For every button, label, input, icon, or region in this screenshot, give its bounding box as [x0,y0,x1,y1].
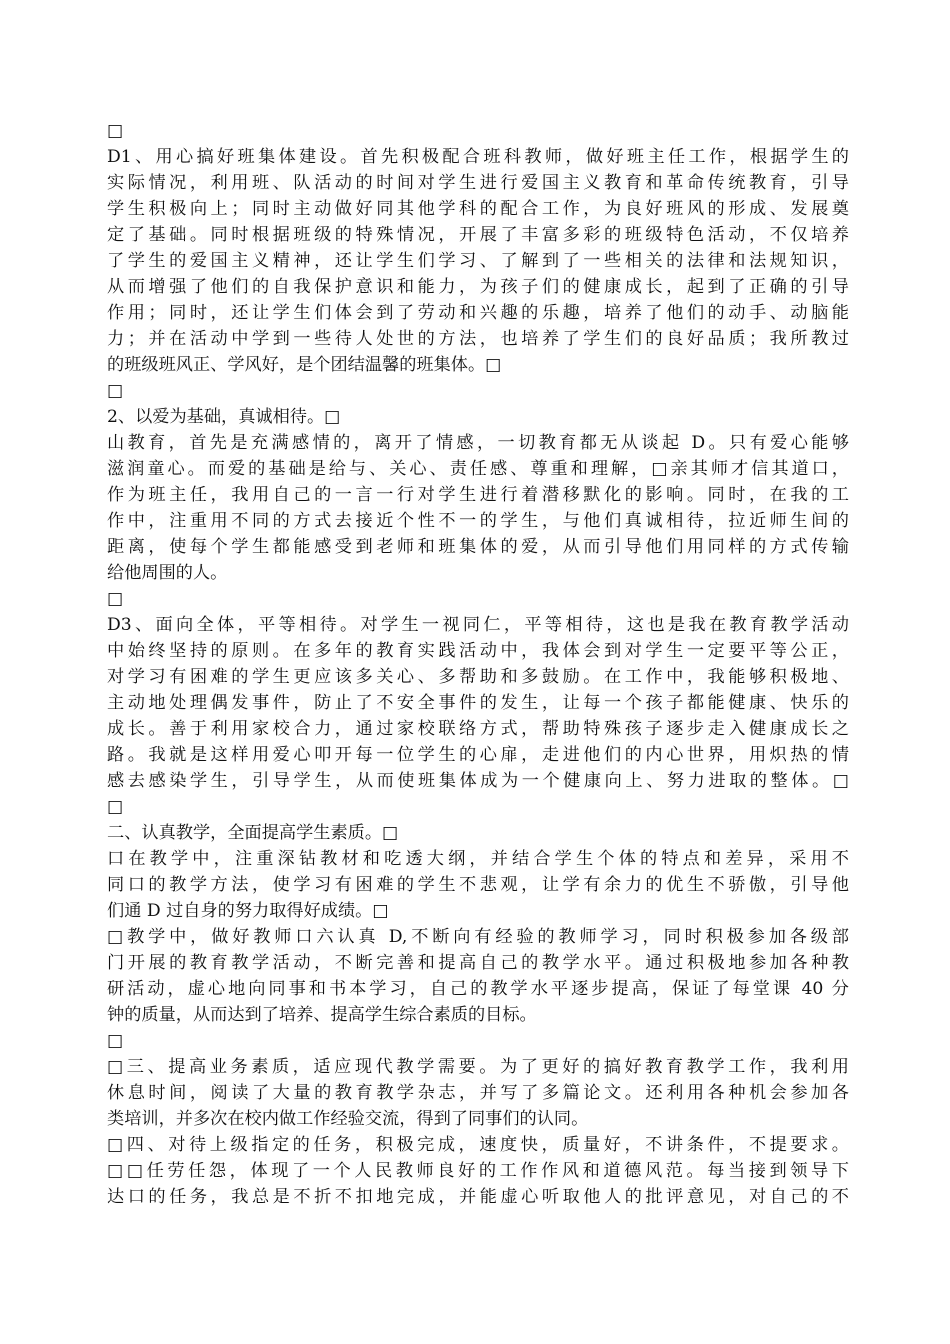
text-line: 们通 D 过自身的努力取得好成绩。□ [107,901,389,921]
text-line: □ [107,381,124,401]
text-line: 休息时间，阅读了大量的教育教学杂志，并写了多篇论文。还利用各种机会参加各 [107,1083,849,1103]
text-line: 二、认真教学，全面提高学生素质。□ [107,823,399,843]
text-line: D1、用心搞好班集体建设。首先积极配合班科教师，做好班主任工作，根据学生的 [107,147,849,167]
text-line: 的班级班风正、学风好，是个团结温馨的班集体。□ [107,355,502,375]
text-line: 定了基础。同时根据班级的特殊情况，开展了丰富多彩的班级特色活动，不仅培养 [107,225,849,245]
text-line: 作用；同时，还让学生们体会到了劳动和兴趣的乐趣，培养了他们的动手、动脑能 [107,303,849,323]
text-line: 学生积极向上；同时主动做好同其他学科的配合工作，为良好班风的形成、发展奠 [107,199,849,219]
text-line: 实际情况，利用班、队活动的时间对学生进行爱国主义教育和革命传统教育，引导 [107,173,849,193]
text-line: 路。我就是这样用爱心叩开每一位学生的心扉，走进他们的内心世界，用炽热的情 [107,745,849,765]
text-line: 中始终坚持的原则。在多年的教育实践活动中，我体会到对学生一定要平等公正， [107,641,849,661]
text-line: D3、面向全体，平等相待。对学生一视同仁，平等相待，这也是我在教育教学活动 [107,615,849,635]
text-line: 同口的教学方法，使学习有困难的学生不悲观，让学有余力的优生不骄傲，引导他 [107,875,849,895]
text-line: 从而增强了他们的自我保护意识和能力，为孩子们的健康成长，起到了正确的引导 [107,277,849,297]
text-line: 对学习有困难的学生更应该多关心、多帮助和多鼓励。在工作中，我能够积极地、 [107,667,849,687]
document-body [107,118,849,1210]
text-line: □ [107,589,124,609]
text-line: 力；并在活动中学到一些待人处世的方法，也培养了学生们的良好品质；我所教过 [107,329,849,349]
text-line: 了学生的爱国主义精神，还让学生们学习、了解到了一些相关的法律和法规知识， [107,251,849,271]
text-line: □四、对待上级指定的任务，积极完成，速度快，质量好，不讲条件，不提要求。 [107,1135,849,1155]
text-line: 给他周围的人。 [107,563,228,583]
text-line: □□任劳任怨，体现了一个人民教师良好的工作作风和道德风范。每当接到领导下 [107,1161,849,1181]
text-line: 感去感染学生，引导学生，从而使班集体成为一个健康向上、努力进取的整体。□ [107,771,849,791]
text-line: 作为班主任，我用自己的一言一行对学生进行着潜移默化的影响。同时，在我的工 [107,485,849,505]
text-line: □三、提高业务素质，适应现代教学需要。为了更好的搞好教育教学工作，我利用 [107,1057,849,1077]
text-line: 滋润童心。而爱的基础是给与、关心、责任感、尊重和理解，□亲其师才信其道口， [107,459,849,479]
text-line: 距离，使每个学生都能感受到老师和班集体的爱，从而引导他们用同样的方式传输 [107,537,849,557]
text-line: 成长。善于利用家校合力，通过家校联络方式，帮助特殊孩子逐步走入健康成长之 [107,719,849,739]
text-line: 2、以爱为基础，真诚相待。□ [107,407,341,427]
text-line: 达口的任务，我总是不折不扣地完成，并能虚心听取他人的批评意见，对自己的不 [107,1187,849,1207]
text-line: 类培训，并多次在校内做工作经验交流，得到了同事们的认同。 [107,1109,589,1129]
text-line: 主动地处理偶发事件，防止了不安全事件的发生，让每一个孩子都能健康、快乐的 [107,693,849,713]
text-line: 研活动，虚心地向同事和书本学习，自己的教学水平逐步提高，保证了每堂课 40 分 [107,979,849,999]
text-line: □ [107,1031,124,1051]
text-line: □ [107,797,124,817]
text-line: 门开展的教育教学活动，不断完善和提高自己的教学水平。通过积极地参加各种教 [107,953,849,973]
text-line: 作中，注重用不同的方式去接近个性不一的学生，与他们真诚相待，拉近师生间的 [107,511,849,531]
text-line: 口在教学中，注重深钻教材和吃透大纲，并结合学生个体的特点和差异，采用不 [107,849,849,869]
text-line: 山教育，首先是充满感情的，离开了情感，一切教育都无从谈起 D。只有爱心能够 [107,433,849,453]
text-line: □教学中，做好教师口六认真 D,不断向有经验的教师学习，同时积极参加各级部 [107,927,849,947]
text-line: □ [107,121,124,141]
text-line: 钟的质量，从而达到了培养、提高学生综合素质的目标。 [107,1005,537,1025]
